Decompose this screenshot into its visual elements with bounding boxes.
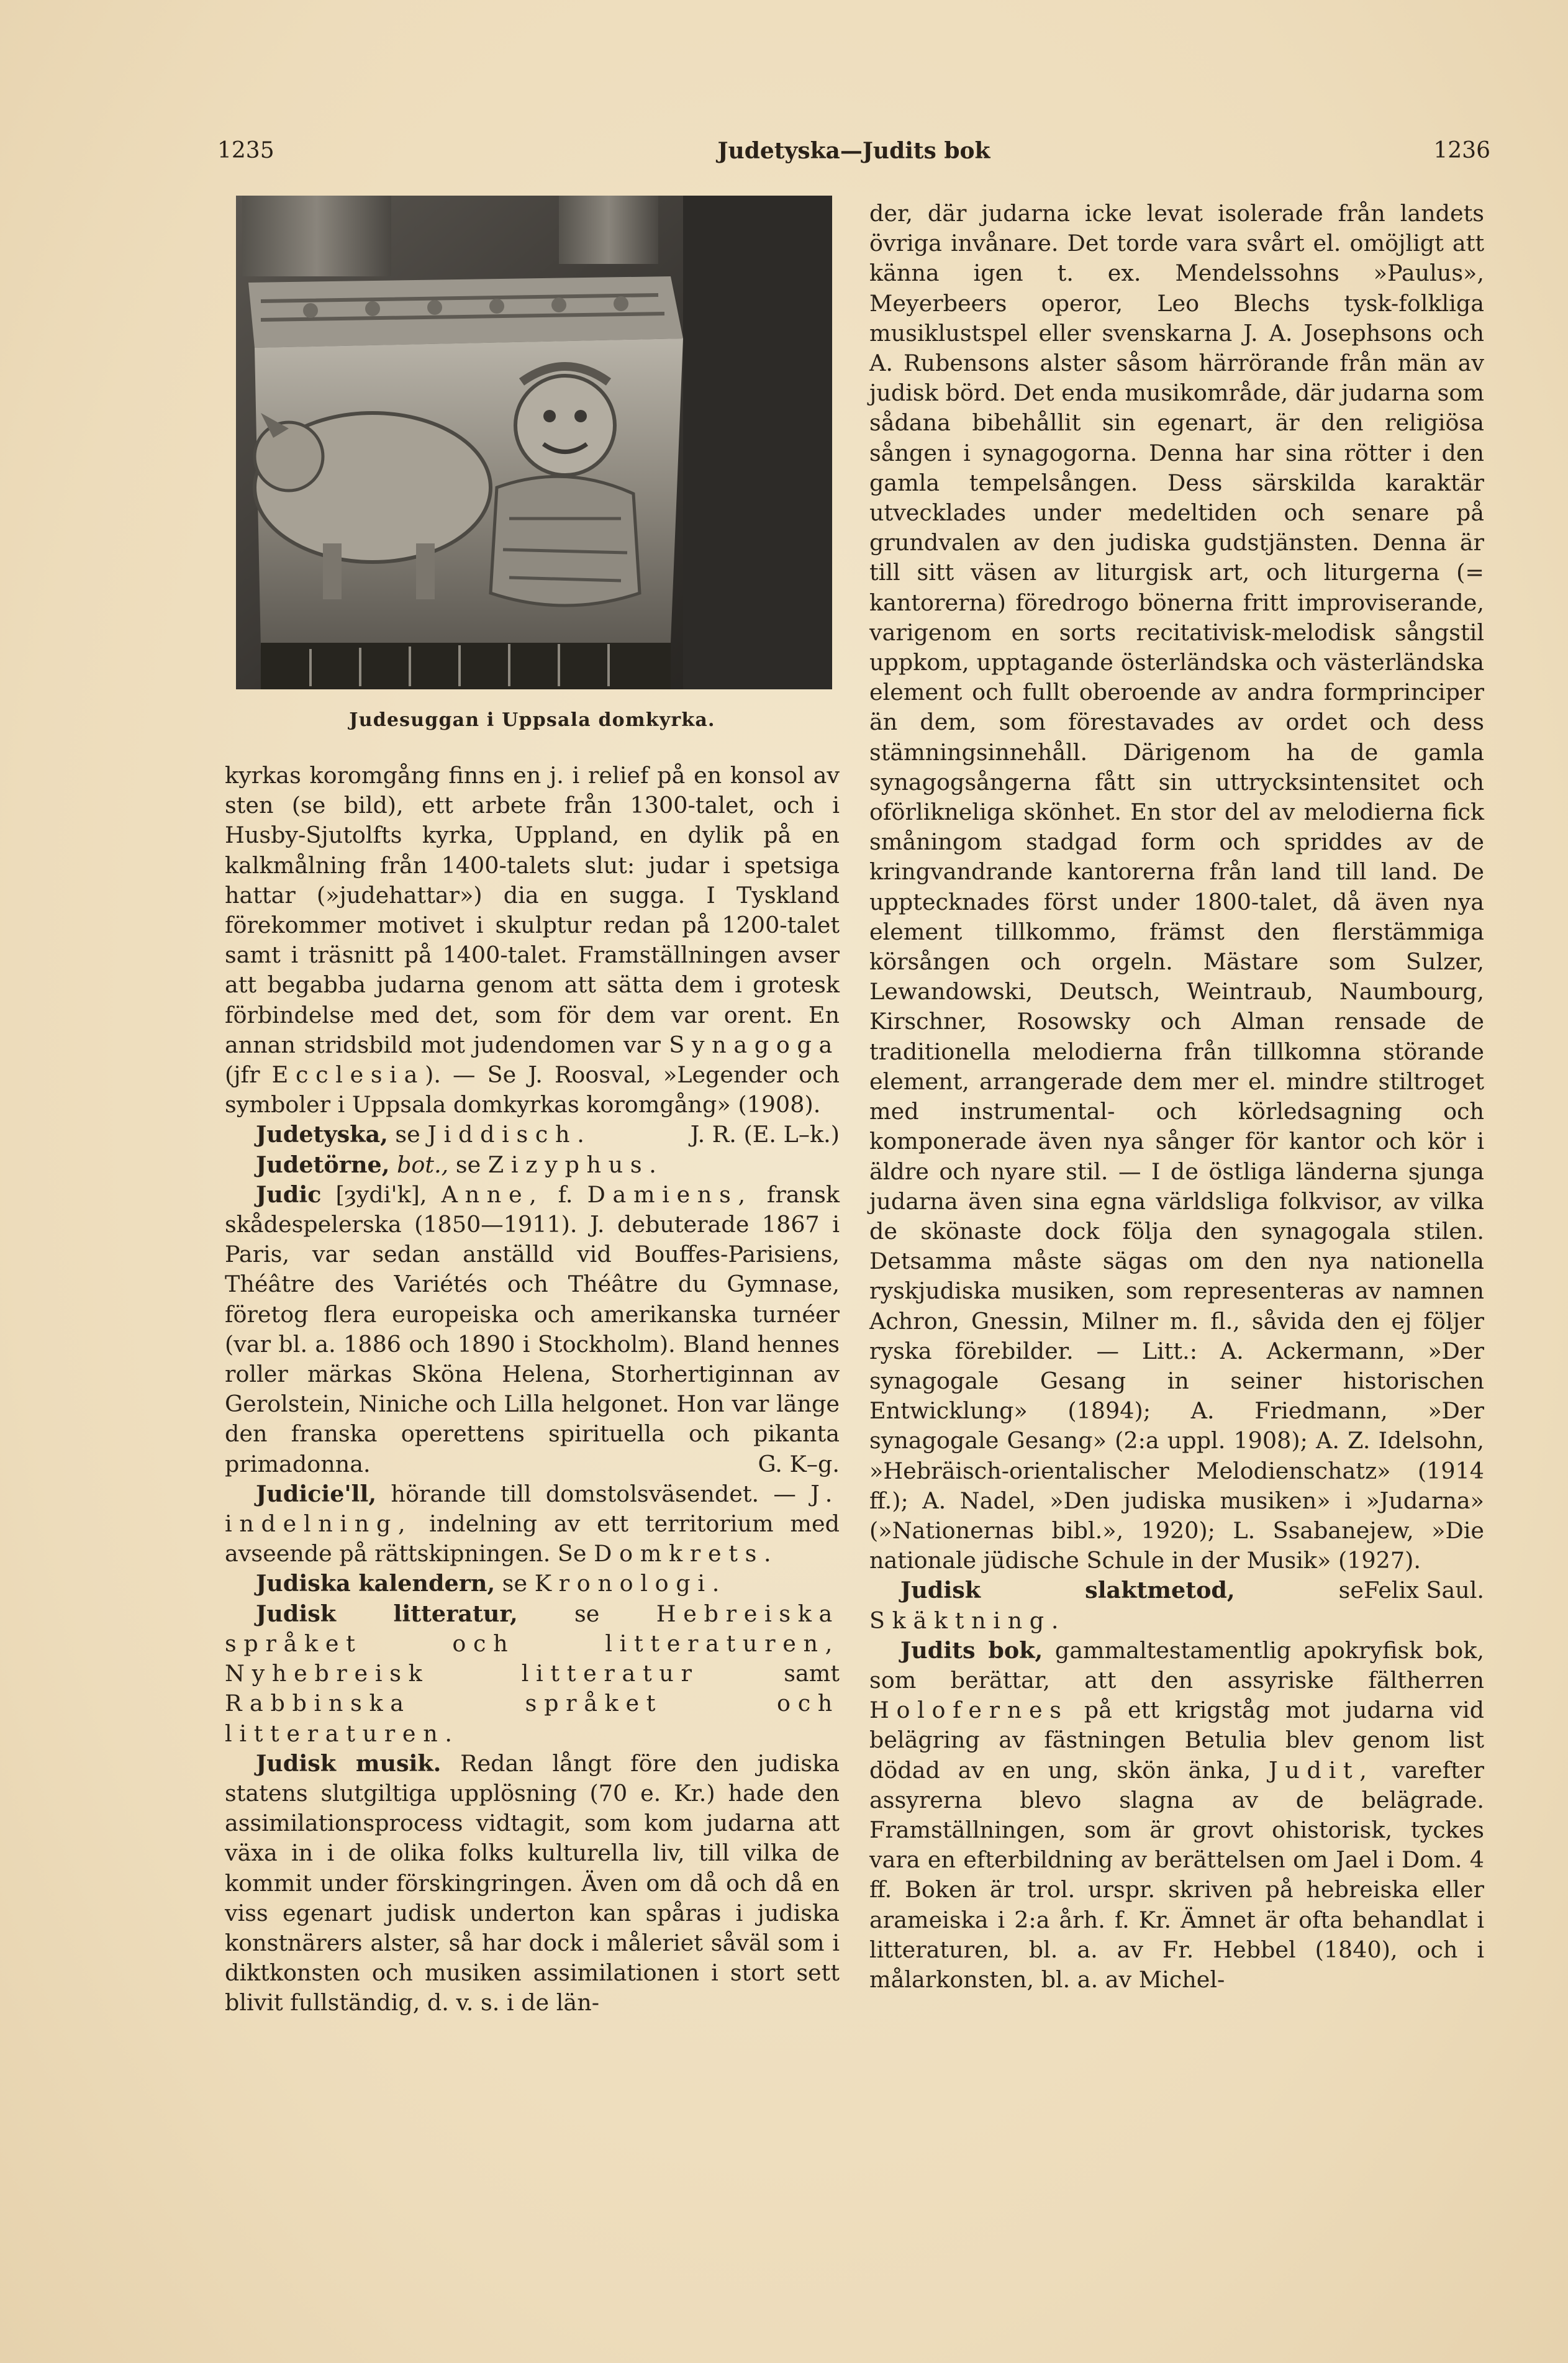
entry-headword: Judetyska, [256, 1121, 388, 1148]
figure-caption: Judesuggan i Uppsala domkyrka. [349, 709, 715, 731]
spaced-name: Holofernes [869, 1697, 1069, 1724]
paragraph-text: [ȝydi'k], [321, 1181, 442, 1208]
paragraph-text: hörande till domstolsväsendet. — [376, 1480, 811, 1507]
running-header [217, 138, 1490, 175]
running-title: Judetyska—Judits bok [717, 138, 990, 164]
spaced-term: J. indelning, [225, 1480, 840, 1538]
entry-headword: Judetörne, [256, 1151, 390, 1178]
cross-reference: Kronologi. [534, 1570, 727, 1597]
left-column [225, 761, 840, 2018]
entry-headword: Judiska kalendern, [256, 1570, 496, 1597]
paragraph-text: se [448, 1151, 488, 1178]
author-signature: Felix Saul. [1363, 1577, 1484, 1604]
cross-reference: Zizyphus. [487, 1151, 664, 1178]
spaced-name: Anne, [441, 1181, 544, 1208]
spaced-name: Judit, [1269, 1756, 1374, 1784]
paragraph-text: gammaltestamentlig apokryfisk bok, som berättar, att den assyriske fältherren [869, 1636, 1484, 1694]
entry-headword: Judisk litteratur, [256, 1600, 518, 1627]
paragraph-text: samt [699, 1660, 840, 1687]
paragraph-text: se [495, 1570, 535, 1597]
right-column [869, 199, 1484, 1995]
entry-judiska-kalendern [225, 1569, 840, 1599]
abbreviation: bot., [389, 1151, 449, 1178]
cross-reference: Ecclesia [271, 1061, 425, 1089]
paragraph-text: fransk skådespelerska (1850—1911). J. debuterade 1867 i Paris, var sedan anställd vid Bouffes-Parisiens, Théâtre des Variétés och Théâtre du Gymnase, företog flera europeiska och amerikanska turnéer (var bl. a. 1886 och 1890 i Stockholm). Bland hennes roller märkas Sköna Helena, Storhertiginnan av Gerolstein, Niniche och Lilla helgonet. Hon var länge den franska operettens spirituella och pikanta primadonna. [225, 1181, 840, 1477]
page-number-left: 1235 [217, 138, 274, 163]
paragraph-text: kyrkas koromgång finns en j. i relief på en konsol av sten (se bild), ett arbete från 1300-talet, och i Husby-Sjutolfts kyrka, Uppland, en dylik på en kalkmålning från 1400-talets slut: judar i spetsiga hattar (»judehattar») dia en sugga. I Tyskland förekommer motivet i skulptur redan på 1200-talet samt i träsnitt på 1400-talet. Framställningen avser att begabba judarna genom att sätta dem i grotesk förbindelse med det, som för dem var orent. En annan stridsbild mot judendomen var [225, 762, 840, 1058]
cross-reference: Rabbinska språket och litteraturen. [225, 1690, 840, 1747]
entry-judits-bok [869, 1636, 1484, 1995]
author-signature: G. K–g. [758, 1450, 840, 1477]
paragraph-text: (jfr [225, 1061, 272, 1089]
photo-sow-relief-image [236, 196, 832, 689]
spaced-name: Damiens, [587, 1181, 753, 1208]
paragraph-text: se [1235, 1577, 1364, 1604]
paragraph-text: på ett krigståg mot judarna vid belägring av fästningen Betulia blev genom list dödad av en ung, skön änka, [869, 1697, 1484, 1784]
cross-reference: Jiddisch. [427, 1121, 592, 1148]
author-signature: J. R. (E. L–k.) [690, 1121, 840, 1148]
entry-headword: Judisk slaktmetod, [900, 1577, 1235, 1604]
entry-headword: Judicie'll, [256, 1480, 377, 1507]
cross-reference: Synagoga [669, 1031, 840, 1058]
paragraph-text: varefter assyrerna blevo slagna av de belägrade. Framställningen, som är grovt ohistorisk, tyckes vara en efterbildning av berättelsen om Jael i Dom. 4 ff. Boken är trol. urspr. skriven på hebreiska eller arameiska i 2:a årh. f. Kr. Ämnet är ofta behandlat i litteraturen, bl. a. av Fr. Hebbel (1840), och i målarkonsten, bl. a. av Michel- [869, 1756, 1484, 1993]
entry-judic [225, 1180, 840, 1479]
cross-reference: Hebreiska språket och litteraturen, Nyhebreisk litteratur [225, 1600, 840, 1687]
paragraph-text: indelning av ett territorium med avseende på rättskipningen. Se [225, 1510, 840, 1567]
paragraph-text: der, där judarna icke levat isolerade från landets övriga invånare. Det torde vara svårt el. omöjligt att känna igen t. ex. Mendelssohns »Paulus», Meyerbeers operor, Leo Blechs tysk-folkliga musiklustspel eller svenskarna J. A. Josephsons och A. Rubensons alster såsom härrörande från män av judisk börd. Det enda musikområde, där judarna som sådana bibehållit sin egenart, är den religiösa sången i synagogorna. Denna har sina rötter i den gamla tempelsången. Dess särskilda karaktär utvecklades under medeltiden och senare på grundvalen av den judiska gudstjänsten. Denna är till sitt väsen av liturgisk art, och liturgerna (= kantorerna) föredrogo bönerna fritt improviserande, varigenom en sorts recitativisk-melodisk sångstil uppkom, upptagande österländska och västerländska element och fullt oberoende av andra formprinciper än dem, som förestavades av ordet och dess stämningsinnehåll. Därigenom ha de gamla synagogsångerna fått sin uttrycksintensitet och oförlikneliga skönhet. En stor del av melodierna fick småningom stadgad form och spriddes av de kringvandrande kantorerna från land till land. De upptecknades först under 1800-talet, då även nya element tillkommo, främst den flerstämmiga körsången och orgeln. Mästare som Sulzer, Lewandowski, Deutsch, Weintraub, Naumbourg, Kirschner, Rosowsky och Alman rensade de traditionella melodierna från tillkomna störande element, arrangerade dem mer el. mindre stiltroget med instrumental- och körledsagning och komponerade även nya sånger för kantor och kör i äldre och nyare stil. — I de östliga länderna sjunga judarna även sina egna världsliga folkvisor, av vilka de skönaste dock följa den synagogala stilen. Detsamma måste sägas om den nya nationella ryskjudiska musiken, som representeras av namnen Achron, Gnessin, Milner m. fl., såvida den ej följer ryska förebilder. — Litt.: A. Ackermann, »Der synagogale Gesang in seiner historischen Entwicklung» (1894); A. Friedmann, »Der synagogale Gesang» (2:a uppl. 1908); A. Z. Idelsohn, »Hebräisch-orientalischer Melodienschatz» (1914 ff.); A. Nadel, »Den judiska musiken» i »Judarna» (»Nationernas bibl.», 1920); L. Ssabanejew, »Die nationale jüdische Schule in der Musik» (1927). [869, 200, 1484, 1574]
paragraph-text: Redan långt före den judiska statens slutgiltiga upplösning (70 e. Kr.) hade den assimilationsprocess vidtagit, som kom judarna att växa in i de olika folks kulturella liv, till vilka de kommit under förskingringen. Även om då och då en viss egenart judisk underton kan spåras i judiska konstnärers alster, så har dock i måleriet såväl som i diktkonsten och musiken assimilationen i stort sett blivit fullständig, d. v. s. i de län- [225, 1749, 840, 2016]
paragraph-text: se [517, 1600, 656, 1627]
entry-headword: Judisk musik. [256, 1749, 442, 1777]
paragraph-text: se [387, 1121, 428, 1148]
paragraph-text: f. [543, 1181, 587, 1208]
entry-judetorne [225, 1150, 840, 1180]
cross-reference: Domkrets. [594, 1540, 779, 1567]
entry-headword: Judic [256, 1181, 322, 1208]
page-number-right: 1236 [1433, 138, 1490, 163]
entry-judiciell [225, 1479, 840, 1569]
entry-judisk-litteratur [225, 1599, 840, 1749]
entry-judisk-musik [225, 1749, 840, 2018]
photo-sow-relief [236, 196, 832, 689]
paragraph-text: ). — Se J. Roosval, »Legender och symboler i Uppsala domkyrkas koromgång» (1908). [225, 1061, 840, 1118]
cross-reference: Skäktning. [869, 1607, 1066, 1634]
entry-headword: Judits bok, [900, 1636, 1043, 1664]
